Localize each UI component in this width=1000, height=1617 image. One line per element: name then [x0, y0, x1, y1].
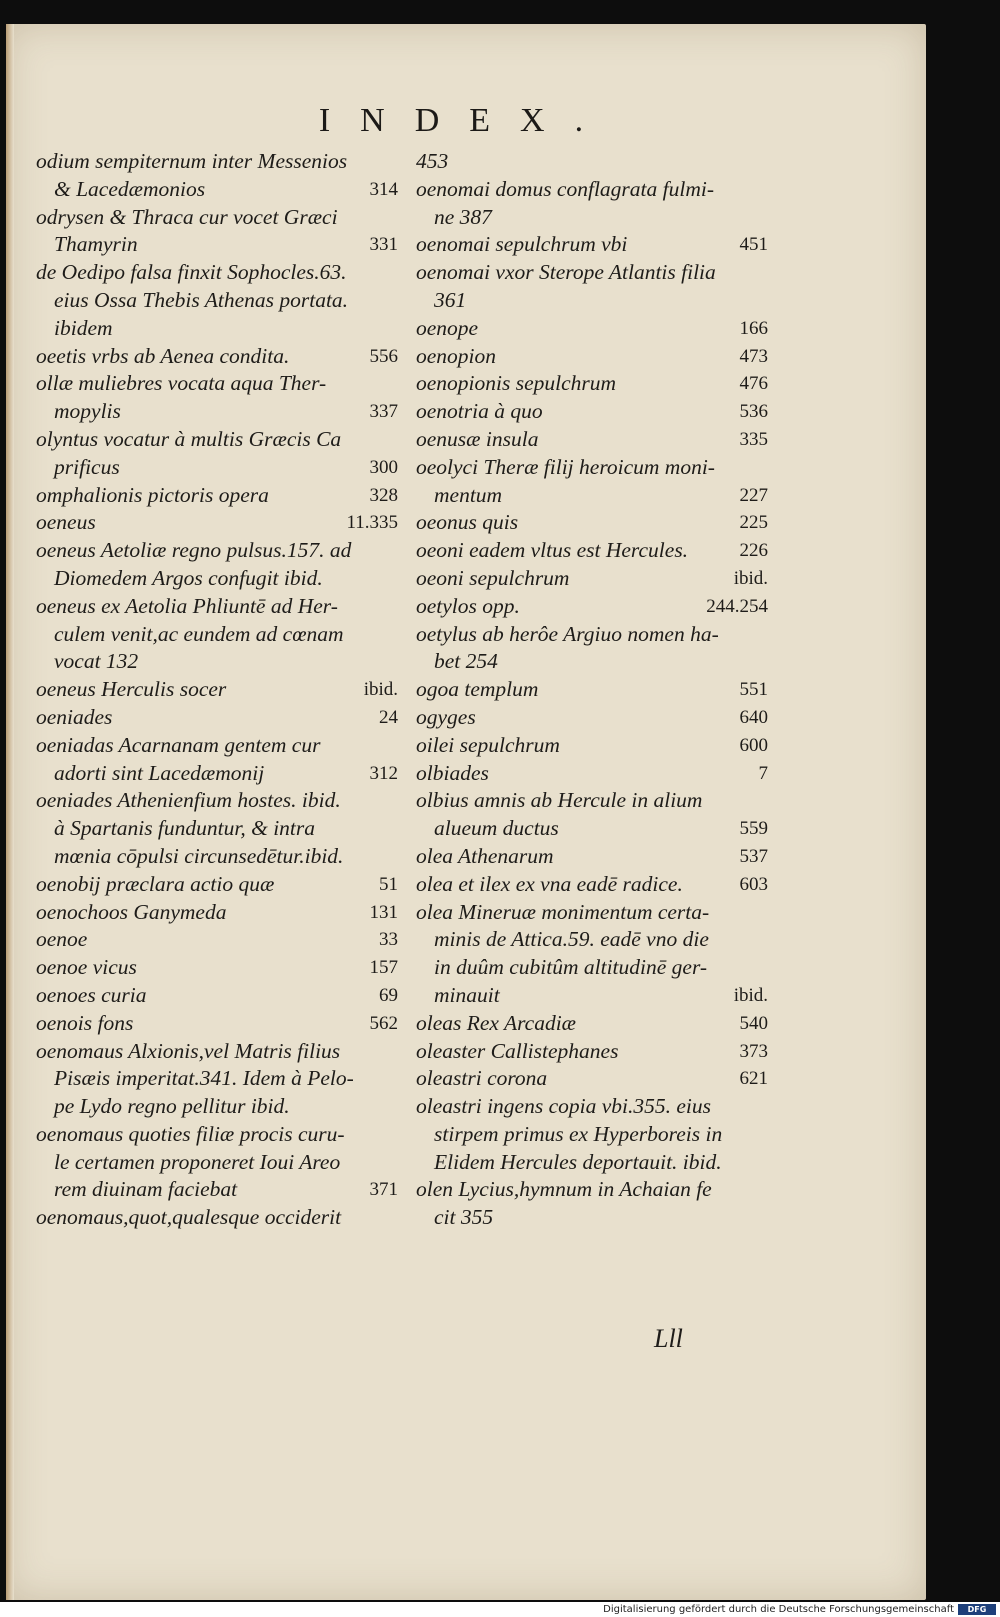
entry-text: 453 — [416, 149, 449, 173]
entry-text: oeniadas Acarnanam gentem cur — [36, 732, 321, 757]
entry-text: mopylis — [54, 399, 121, 424]
index-entry — [416, 593, 768, 621]
entry-text: olea Athenarum — [416, 843, 554, 868]
entry-text: in duûm cubitûm altitudinē ger- — [434, 955, 708, 980]
entry-text: rem diuinam faciebat — [54, 1177, 238, 1202]
entry-text: culem venit,ac eundem ad cœnam — [54, 621, 344, 646]
index-entry — [36, 732, 398, 788]
entry-text: oenopionis sepulchrum — [416, 371, 617, 396]
page-reference: 300 — [369, 456, 398, 478]
index-entry — [36, 1121, 398, 1204]
index-entry — [36, 704, 398, 732]
entry-text: oeneus Aetoliæ regno pulsus.157. ad — [36, 538, 352, 563]
page-reference: 335 — [739, 428, 768, 450]
index-entry — [416, 565, 768, 593]
index-entry — [36, 509, 398, 537]
page-reference: 331 — [369, 234, 398, 256]
book-page — [6, 24, 926, 1600]
index-entry — [36, 259, 398, 342]
index-entry — [416, 621, 768, 677]
page-reference: 51 — [379, 873, 398, 895]
index-entry — [416, 676, 768, 704]
entry-text: & Lacedæmonios — [54, 176, 206, 201]
page-reference: 227 — [739, 484, 768, 506]
page-reference: 473 — [739, 345, 768, 367]
index-entry — [36, 1010, 398, 1038]
entry-text: adorti sint Lacedæmonij — [54, 760, 265, 785]
index-entry — [416, 732, 768, 760]
entry-text: odrysen & Thraca cur vocet Græci — [36, 204, 338, 229]
entry-text: odium sempiternum inter Messenios — [36, 149, 348, 173]
index-entry — [416, 454, 768, 510]
entry-text: ogyges — [416, 704, 476, 729]
footer-text: Digitalisierung gefördert durch die Deutsche Forschungsgemeinschaft — [603, 1604, 954, 1615]
index-entry — [416, 343, 768, 371]
entry-text: olbius amnis ab Hercule in alium — [416, 788, 703, 813]
index-entry — [416, 1176, 768, 1232]
entry-text: oeetis vrbs ab Aenea condita. — [36, 343, 290, 368]
index-entry — [416, 899, 768, 1010]
page-reference: ibid. — [733, 984, 768, 1006]
page-reference: 373 — [739, 1040, 768, 1062]
page-reference: 536 — [739, 401, 768, 423]
page-reference: 559 — [739, 818, 768, 840]
entry-text: oenoe — [36, 927, 88, 952]
page-reference: 540 — [739, 1012, 768, 1034]
index-entry — [36, 871, 398, 899]
index-entry — [416, 1065, 768, 1093]
page-reference: 562 — [369, 1012, 398, 1034]
entry-text: vocat 132 — [54, 649, 139, 674]
entry-text: olbiades — [416, 760, 489, 785]
index-entry — [36, 676, 398, 704]
index-entry — [416, 1093, 768, 1176]
entry-text: oenope — [416, 315, 479, 340]
page-reference: 537 — [739, 845, 768, 867]
entry-text: olea Mineruæ monimentum certa- — [416, 899, 710, 924]
page-reference: 157 — [369, 957, 398, 979]
entry-text: oeniades — [36, 704, 113, 729]
entry-text: omphalionis pictoris opera — [36, 482, 269, 507]
index-entry — [36, 954, 398, 982]
entry-text: oeolyci Theræ filij heroicum moni- — [416, 454, 715, 479]
footer-credit — [0, 1602, 1000, 1617]
index-entry — [36, 982, 398, 1010]
entry-text: oeniades Athenienfium hostes. ibid. — [36, 788, 341, 813]
index-entry — [36, 482, 398, 510]
entry-text: Thamyrin — [54, 232, 138, 257]
entry-text: oenois fons — [36, 1010, 134, 1035]
entry-text: ogoa templum — [416, 677, 539, 702]
entry-text: le certamen proponeret Ioui Areo — [54, 1149, 341, 1174]
page-reference: 131 — [369, 901, 398, 923]
page-reference: 226 — [739, 540, 768, 562]
entry-text: oeneus — [36, 510, 96, 535]
entry-text: ne 387 — [434, 204, 492, 229]
entry-text: oenotria à quo — [416, 399, 543, 424]
index-column-right — [416, 148, 768, 1232]
entry-text: oenoe vicus — [36, 955, 137, 980]
entry-text: minis de Attica.59. eadē vno die — [434, 927, 709, 952]
entry-text: oenomai vxor Sterope Atlantis filia — [416, 260, 716, 285]
entry-text: 361 — [434, 287, 467, 312]
entry-text: oeonus quis — [416, 510, 519, 535]
entry-text: de Oedipo falsa finxit Sophocles.63. — [36, 260, 347, 285]
entry-text: olea et ilex ex vna eadē radice. — [416, 871, 683, 896]
page-reference: 556 — [369, 345, 398, 367]
page-reference: 225 — [739, 512, 768, 534]
entry-text: oeneus ex Aetolia Phliuntē ad Her- — [36, 593, 338, 618]
page-reference: 328 — [369, 484, 398, 506]
index-entry — [36, 1204, 398, 1232]
entry-text: Diomedem Argos confugit ibid. — [54, 565, 323, 590]
entry-text: oleas Rex Arcadiæ — [416, 1010, 577, 1035]
index-entry — [36, 899, 398, 927]
entry-text: oenomaus Alxionis,vel Matris filius — [36, 1038, 341, 1063]
index-entry — [416, 537, 768, 565]
index-entry — [36, 926, 398, 954]
page-reference: ibid. — [363, 679, 398, 701]
entry-text: oenomaus,quot,qualesque occiderit — [36, 1205, 342, 1230]
entry-text: oenomaus quoties filiæ procis curu- — [36, 1121, 345, 1146]
page-reference: ibid. — [733, 567, 768, 589]
page-reference: 551 — [739, 679, 768, 701]
entry-text: Pisæis imperitat.341. Idem à Pelo- — [54, 1066, 354, 1091]
page-edge — [6, 24, 14, 1600]
page-reference: 33 — [379, 929, 398, 951]
entry-text: à Spartanis funduntur, & intra — [54, 816, 316, 841]
index-entry — [416, 176, 768, 232]
index-entry — [36, 204, 398, 260]
page-reference: 476 — [739, 373, 768, 395]
entry-text: oenobij præclara actio quæ — [36, 871, 275, 896]
entry-text: oenusæ insula — [416, 426, 539, 451]
entry-text: alueum ductus — [434, 816, 559, 841]
entry-text: olen Lycius,hymnum in Achaian fe — [416, 1177, 712, 1202]
entry-text: bet 254 — [434, 649, 498, 674]
page-reference: 7 — [758, 762, 768, 784]
entry-text: stirpem primus ex Hyperboreis in — [434, 1121, 723, 1146]
entry-text: mœnia cōpulsi circunsedētur.ibid. — [54, 843, 344, 868]
index-entry — [416, 787, 768, 843]
page-reference: 11.335 — [346, 512, 398, 534]
entry-text: oenochoos Ganymeda — [36, 899, 227, 924]
entry-text: olyntus vocatur à multis Græcis Ca — [36, 426, 342, 451]
entry-text: pe Lydo regno pellitur ibid. — [54, 1094, 290, 1119]
index-entry — [36, 593, 398, 676]
entry-text: oeneus Herculis socer — [36, 677, 227, 702]
page-reference: 621 — [739, 1068, 768, 1090]
entry-text: oleastri corona — [416, 1066, 548, 1091]
index-entry — [416, 704, 768, 732]
index-entry — [416, 760, 768, 788]
entry-text: oenomai sepulchrum vbi — [416, 232, 628, 257]
page-reference: 69 — [379, 984, 398, 1006]
index-entry — [36, 1038, 398, 1121]
entry-text: oenomai domus conflagrata fulmi- — [416, 176, 714, 201]
entry-text: eius Ossa Thebis Athenas portata. — [54, 287, 349, 312]
page-reference: 314 — [369, 178, 398, 200]
page-header: INDEX. — [318, 102, 614, 139]
entry-text: cit 355 — [434, 1205, 494, 1230]
entry-text: oeoni sepulchrum — [416, 565, 570, 590]
index-entry — [416, 398, 768, 426]
index-entry — [416, 259, 768, 315]
index-entry — [416, 509, 768, 537]
page-reference: 166 — [739, 317, 768, 339]
index-entry — [416, 1038, 768, 1066]
index-entry — [416, 370, 768, 398]
entry-text: ollæ muliebres vocata aqua Ther- — [36, 371, 327, 396]
page-reference: 640 — [739, 706, 768, 728]
entry-text: oenoes curia — [36, 982, 147, 1007]
entry-text: oleastri ingens copia vbi.355. eius — [416, 1094, 711, 1119]
index-entry — [36, 148, 398, 204]
entry-text: oetylos opp. — [416, 593, 520, 618]
page-reference: 244.254 — [706, 595, 768, 617]
index-entry — [36, 343, 398, 371]
dfg-logo: DFG — [958, 1604, 996, 1615]
index-entry — [416, 315, 768, 343]
page-reference: 312 — [369, 762, 398, 784]
entry-text: Elidem Hercules deportauit. ibid. — [434, 1149, 722, 1174]
index-entry — [416, 1010, 768, 1038]
page-reference: 337 — [369, 401, 398, 423]
entry-text: mentum — [434, 482, 503, 507]
signature-mark: Lll — [654, 1324, 683, 1353]
index-entry — [36, 787, 398, 870]
index-column-left — [36, 148, 398, 1232]
index-entry — [416, 426, 768, 454]
entry-text: oetylus ab herôe Argiuo nomen ha- — [416, 621, 719, 646]
index-entry — [416, 843, 768, 871]
index-entry — [36, 426, 398, 482]
entry-text: oleaster Callistephanes — [416, 1038, 619, 1063]
page-reference: 600 — [739, 734, 768, 756]
entry-text: oeoni eadem vltus est Hercules. — [416, 538, 689, 563]
entry-text: oilei sepulchrum — [416, 732, 560, 757]
page-reference: 24 — [379, 706, 398, 728]
entry-text: oenopion — [416, 343, 497, 368]
index-entry — [36, 537, 398, 593]
entry-text: ibidem — [54, 315, 113, 340]
entry-text: prificus — [54, 454, 120, 479]
index-entry — [416, 231, 768, 259]
page-reference: 451 — [739, 234, 768, 256]
index-entry — [416, 871, 768, 899]
index-entry — [36, 370, 398, 426]
entry-text: minauit — [434, 982, 500, 1007]
page-reference: 603 — [739, 873, 768, 895]
index-entry — [416, 148, 768, 176]
page-reference: 371 — [369, 1179, 398, 1201]
